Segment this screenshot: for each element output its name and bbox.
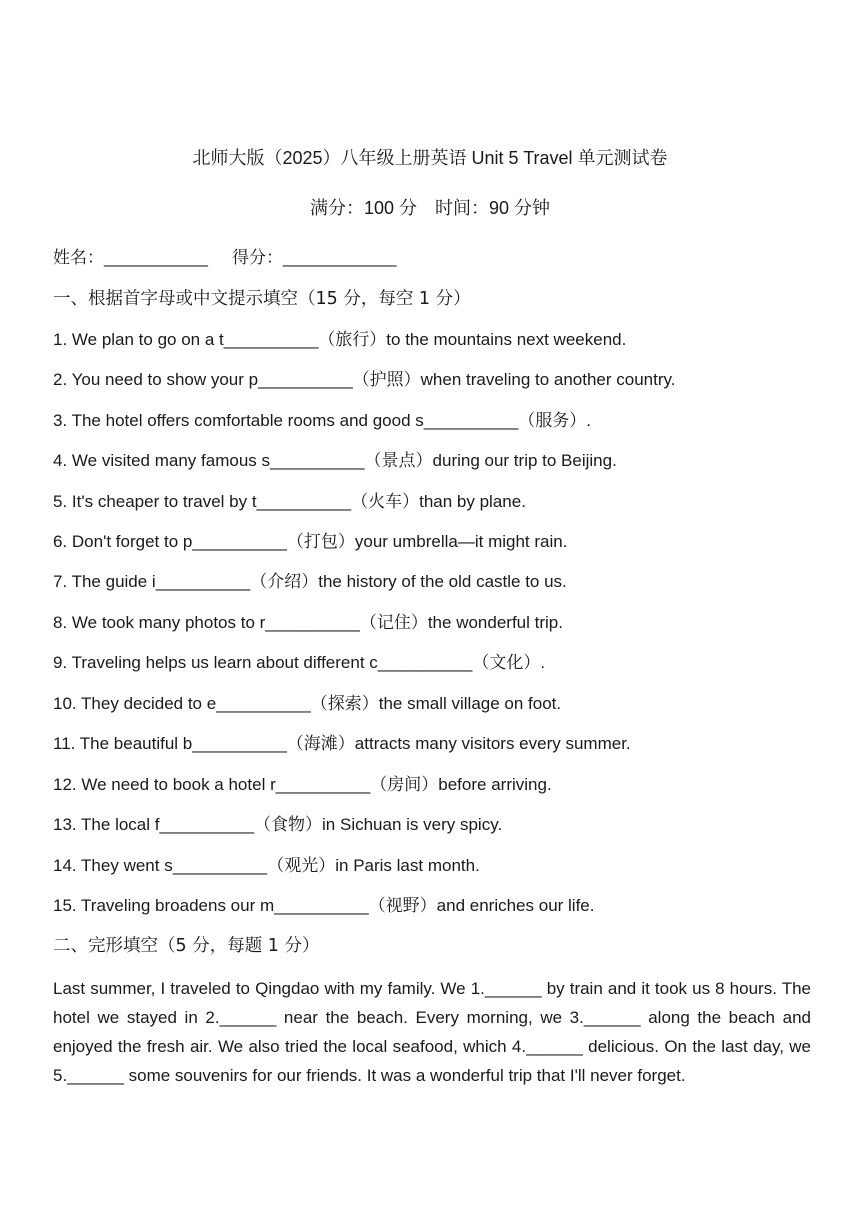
section1-heading: 一、根据首字母或中文提示填空（15 分，每空 1 分）: [53, 289, 471, 309]
question-1: 1. We plan to go on a t__________（旅行）to the mountains next weekend.: [53, 330, 627, 349]
full-marks: 满分：100 分: [309, 198, 417, 218]
question-3: 3. The hotel offers comfortable rooms and good s__________（服务）.: [53, 411, 592, 430]
question-11: 11. The beautiful b__________（海滩）attracts many visitors every summer.: [53, 734, 631, 753]
question-7: 7. The guide i__________（介绍）the history of the old castle to us.: [53, 572, 567, 591]
score-field[interactable]: 得分：____________: [232, 248, 397, 267]
question-10: 10. They decided to e__________（探索）the small village on foot.: [53, 694, 562, 713]
cloze-passage: Last summer, I traveled to Qingdao with my family. We 1.______ by train and it took us 8 hours. The hotel we stayed in 2.______ near the beach. Every morning, we 3.______ along the beach and enjoyed the fresh air. We also tried the local seafood, which 4.______ delicious. On the last day, we 5.______ some souvenirs for our friends. It was a wonderful trip that I'll never forget.: [53, 979, 811, 1085]
exam-time: 时间：90 分钟: [435, 198, 551, 218]
question-12: 12. We need to book a hotel r__________（房间）before arriving.: [53, 775, 552, 794]
question-6: 6. Don't forget to p__________（打包）your umbrella—it might rain.: [53, 532, 568, 551]
student-info: [53, 246, 396, 270]
question-13: 13. The local f__________（食物）in Sichuan is very spicy.: [53, 815, 503, 834]
question-2: 2. You need to show your p__________（护照）when traveling to another country.: [53, 370, 676, 389]
exam-title: 北师大版（2025）八年级上册英语 Unit 5 Travel 单元测试卷: [192, 148, 668, 168]
question-5: 5. It's cheaper to travel by t__________（火车）than by plane.: [53, 492, 526, 511]
question-9: 9. Traveling helps us learn about different c__________（文化）.: [53, 653, 546, 672]
section2-heading: 二、完形填空（5 分，每题 1 分）: [53, 936, 320, 956]
question-8: 8. We took many photos to r__________（记住）the wonderful trip.: [53, 613, 563, 632]
name-field[interactable]: 姓名：___________: [53, 248, 209, 267]
question-15: 15. Traveling broadens our m__________（视野）and enriches our life.: [53, 896, 595, 915]
question-14: 14. They went s__________（观光）in Paris last month.: [53, 856, 480, 875]
question-4: 4. We visited many famous s__________（景点）during our trip to Beijing.: [53, 451, 617, 470]
exam-meta: [0, 195, 860, 221]
